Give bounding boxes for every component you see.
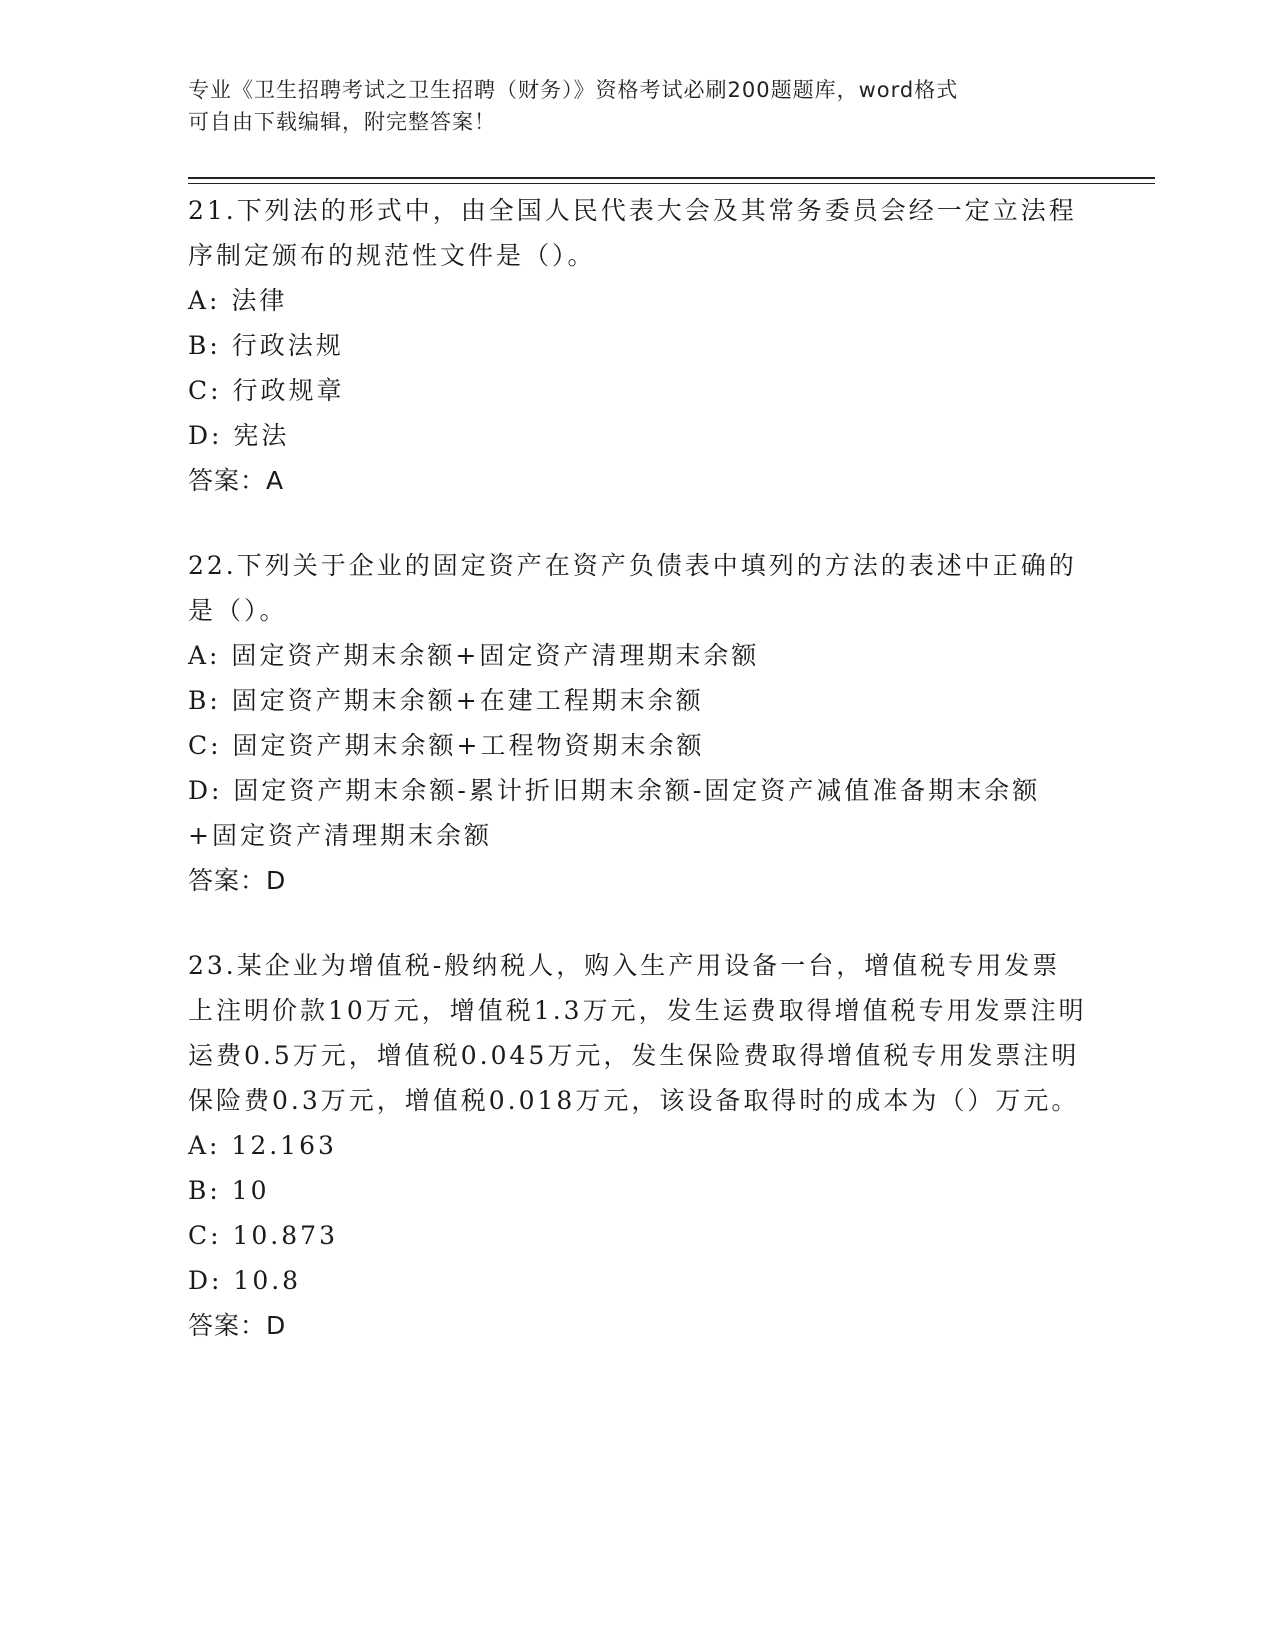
option-c: C: 10.873 — [188, 1221, 338, 1250]
option-d: D: 10.8 — [188, 1266, 302, 1295]
document-header — [188, 74, 1068, 138]
answer: 答案：D — [188, 866, 287, 895]
header-line-2: 可自由下载编辑，附完整答案！ — [188, 110, 496, 134]
header-line-1: 专业《卫生招聘考试之卫生招聘（财务）》资格考试必刷200题题库，word格式 — [188, 78, 959, 102]
option-b: B: 10 — [188, 1176, 270, 1205]
option-c: C: 行政规章 — [188, 376, 345, 405]
answer: 答案：D — [188, 1311, 287, 1340]
question-22 — [188, 543, 1088, 903]
option-a: A: 固定资产期末余额+固定资产清理期末余额 — [188, 641, 760, 670]
questions-list — [188, 188, 1088, 1388]
option-a: A: 12.163 — [188, 1131, 337, 1160]
option-b: B: 行政法规 — [188, 331, 344, 360]
question-stem: 21.下列法的形式中，由全国人民代表大会及其常务委员会经一定立法程序制定颁布的规范性文件是（）。 — [188, 196, 1077, 270]
question-stem: 22.下列关于企业的固定资产在资产负债表中填列的方法的表述中正确的是（）。 — [188, 551, 1077, 625]
option-d: D: 固定资产期末余额-累计折旧期末余额-固定资产减值准备期末余额+固定资产清理期末余额 — [188, 776, 1041, 850]
question-stem: 23.某企业为增值税-般纳税人，购入生产用设备一台，增值税专用发票上注明价款10万元，增值税1.3万元，发生运费取得增值税专用发票注明运费0.5万元，增值税0.045万元，发生保险费取得增值税专用发票注明保险费0.3万元，增值税0.018万元，该设备取得时的成本为（）万元。 — [188, 951, 1087, 1115]
question-21 — [188, 188, 1088, 503]
option-a: A: 法律 — [188, 286, 288, 315]
header-divider-thick — [188, 177, 1155, 179]
option-c: C: 固定资产期末余额+工程物资期末余额 — [188, 731, 705, 760]
answer: 答案：A — [188, 466, 285, 495]
header-divider-thin — [188, 183, 1155, 184]
option-d: D: 宪法 — [188, 421, 290, 450]
question-23 — [188, 943, 1088, 1348]
option-b: B: 固定资产期末余额+在建工程期末余额 — [188, 686, 704, 715]
